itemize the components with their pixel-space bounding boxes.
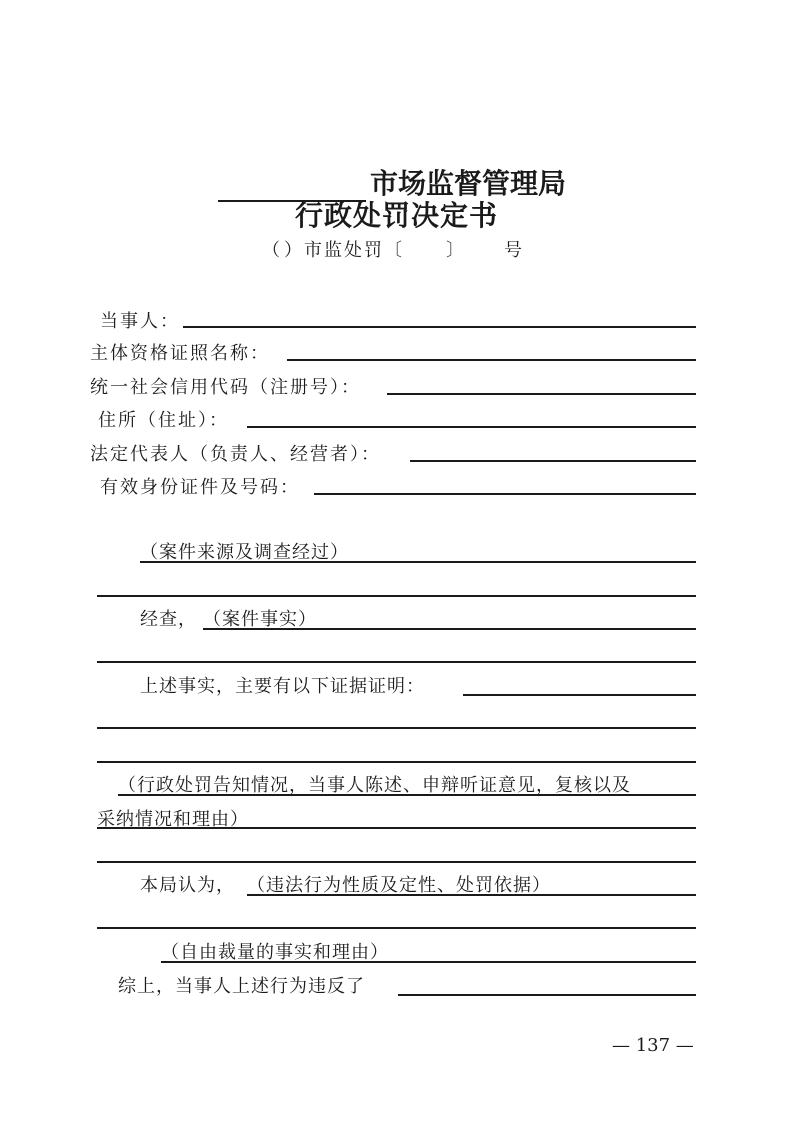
doc-no-open-paren: （ — [262, 240, 282, 261]
field-line-id-document[interactable] — [314, 493, 696, 495]
field-label-address: 住所（住址）： — [98, 410, 229, 431]
evidence-intro-text: 上述事实，主要有以下证据证明： — [140, 676, 425, 697]
case-source-line-2[interactable] — [97, 595, 696, 597]
field-line-legal-rep[interactable] — [410, 460, 696, 462]
notice-text-line1: （行政处罚告知情况，当事人陈述、申辩听证意见，复核以及 — [118, 775, 631, 796]
page-title-bureau — [218, 166, 566, 202]
conclusion-line[interactable] — [398, 994, 696, 996]
field-line-party[interactable] — [183, 326, 696, 328]
page-number: — 137 — — [612, 1035, 694, 1056]
notice-line-3[interactable] — [97, 861, 696, 863]
doc-no-close-bracket: 〕 — [446, 240, 466, 261]
nature-basis-text: （违法行为性质及定性、处罚依据） — [247, 875, 551, 896]
nature-basis-line-2[interactable] — [97, 927, 696, 929]
nature-basis-line[interactable] — [247, 894, 696, 896]
conclusion-text: 综上，当事人上述行为违反了 — [118, 976, 365, 997]
case-facts-line[interactable] — [203, 628, 696, 630]
field-label-party: 当事人： — [100, 311, 180, 332]
case-source-line[interactable] — [140, 561, 696, 563]
notice-line-2[interactable] — [97, 827, 696, 829]
bureau-opinion-prefix: 本局认为， — [140, 875, 235, 896]
doc-no-open-bracket: 〔 — [384, 240, 404, 261]
field-line-credit-code[interactable] — [387, 393, 696, 395]
notice-text-line2: 采纳情况和理由） — [97, 809, 249, 830]
evidence-line-1[interactable] — [463, 694, 696, 696]
field-label-license-name: 主体资格证照名称： — [90, 343, 270, 364]
discretion-line[interactable] — [161, 961, 696, 963]
doc-no-close-paren: ） — [284, 240, 304, 261]
document-number — [262, 239, 524, 263]
bureau-title-text: 市场监督管理局 — [370, 167, 567, 200]
notice-line-1[interactable] — [118, 794, 696, 796]
field-line-address[interactable] — [247, 426, 696, 428]
field-line-license-name[interactable] — [287, 359, 696, 361]
investigation-prefix: 经查， — [140, 609, 197, 630]
evidence-line-3[interactable] — [97, 761, 696, 763]
field-label-legal-rep: 法定代表人（负责人、经营者）： — [90, 444, 381, 465]
field-label-credit-code: 统一社会信用代码（注册号）： — [90, 377, 361, 398]
case-source-text: （案件来源及调查经过） — [140, 542, 349, 563]
doc-no-prefix: 市监处罚 — [304, 240, 384, 261]
page-title-document: 行政处罚决定书 — [294, 199, 498, 232]
case-facts-text: （案件事实） — [203, 609, 317, 630]
case-facts-line-2[interactable] — [97, 661, 696, 663]
evidence-line-2[interactable] — [97, 727, 696, 729]
field-label-id-document: 有效身份证件及号码： — [100, 477, 300, 498]
doc-no-suffix: 号 — [504, 240, 524, 261]
discretion-text: （自由裁量的事实和理由） — [161, 942, 389, 963]
